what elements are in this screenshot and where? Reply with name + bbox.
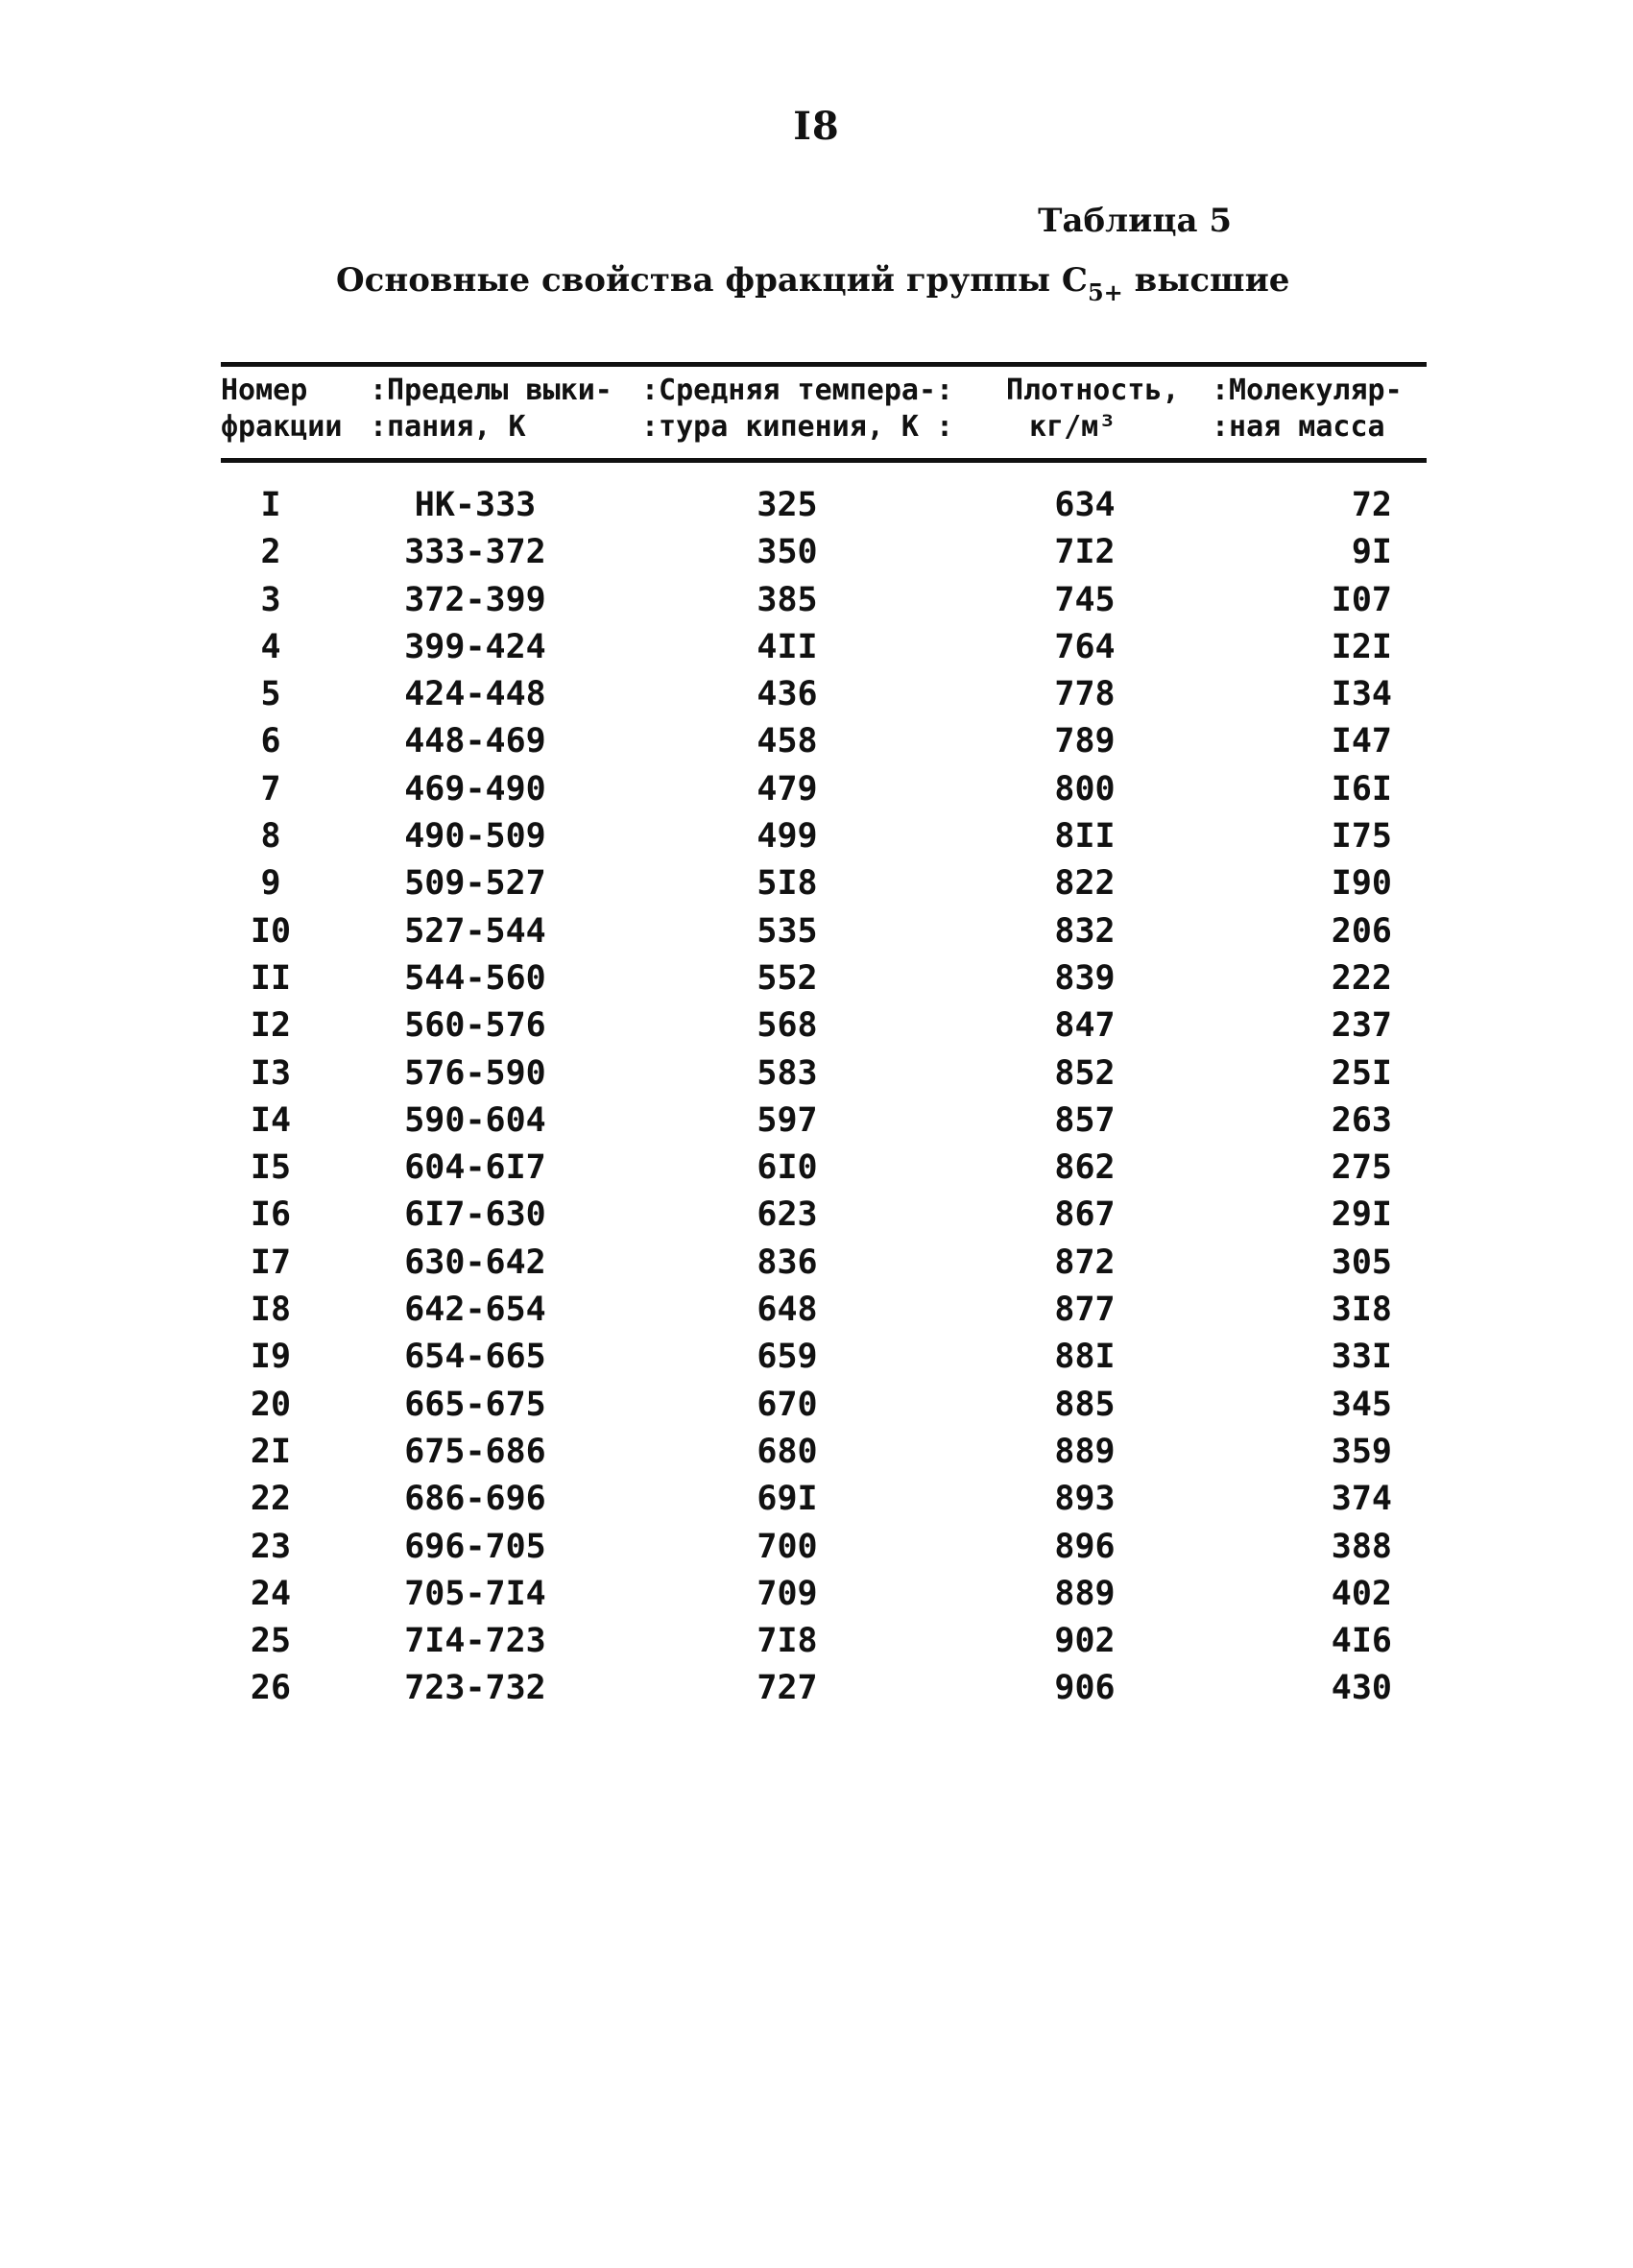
cell-boiling-limits: 675-686 xyxy=(404,1432,546,1471)
cell-mean-boiling-temp: 479 xyxy=(756,769,818,808)
table-row xyxy=(0,1382,1633,1429)
cell-molecular-mass: 359 xyxy=(1331,1432,1392,1471)
cell-mean-boiling-temp: 385 xyxy=(756,580,818,619)
cell-boiling-limits: 604-6I7 xyxy=(404,1148,546,1188)
table-row xyxy=(0,1524,1633,1571)
cell-molecular-mass: 275 xyxy=(1331,1148,1392,1188)
cell-mean-boiling-temp: 680 xyxy=(756,1432,818,1471)
cell-boiling-limits: 424-448 xyxy=(404,675,546,714)
cell-density: 852 xyxy=(1054,1053,1116,1093)
cell-molecular-mass: 29I xyxy=(1331,1195,1392,1235)
cell-molecular-mass: 388 xyxy=(1331,1527,1392,1566)
cell-mean-boiling-temp: 4II xyxy=(756,627,818,666)
header-line: :пания, К xyxy=(370,410,526,444)
cell-mean-boiling-temp: 350 xyxy=(756,533,818,572)
cell-molecular-mass: I34 xyxy=(1331,675,1392,714)
header-molecular-mass xyxy=(1212,373,1403,446)
cell-fraction-number: I6 xyxy=(250,1195,292,1235)
cell-fraction-number: 9 xyxy=(260,864,281,904)
page-number: I8 xyxy=(793,104,840,149)
table-row xyxy=(0,1429,1633,1476)
cell-boiling-limits: 6I7-630 xyxy=(404,1195,546,1235)
table-row xyxy=(0,718,1633,765)
table-row xyxy=(0,1334,1633,1381)
cell-density: 789 xyxy=(1054,722,1116,761)
header-line: :ная масса xyxy=(1212,410,1385,444)
table-title-text: Основные свойства фракций группы С xyxy=(336,261,1088,300)
cell-molecular-mass: 25I xyxy=(1331,1053,1392,1093)
cell-molecular-mass: I6I xyxy=(1331,769,1392,808)
table-row xyxy=(0,624,1633,671)
cell-fraction-number: 20 xyxy=(250,1385,292,1424)
cell-boiling-limits: 527-544 xyxy=(404,911,546,951)
cell-boiling-limits: 590-604 xyxy=(404,1100,546,1140)
cell-fraction-number: I9 xyxy=(250,1338,292,1377)
cell-density: 885 xyxy=(1054,1385,1116,1424)
cell-molecular-mass: 4I6 xyxy=(1331,1622,1392,1661)
cell-density: 800 xyxy=(1054,769,1116,808)
cell-fraction-number: 4 xyxy=(260,627,281,666)
table-row xyxy=(0,1287,1633,1334)
cell-boiling-limits: 7I4-723 xyxy=(404,1622,546,1661)
cell-mean-boiling-temp: 597 xyxy=(756,1100,818,1140)
header-line: Плотность, xyxy=(1006,374,1180,407)
cell-boiling-limits: 509-527 xyxy=(404,864,546,904)
cell-density: 877 xyxy=(1054,1291,1116,1330)
cell-density: 906 xyxy=(1054,1669,1116,1708)
header-mean-boiling-temp xyxy=(641,373,953,446)
cell-mean-boiling-temp: 583 xyxy=(756,1053,818,1093)
cell-molecular-mass: 237 xyxy=(1331,1006,1392,1046)
cell-mean-boiling-temp: 5I8 xyxy=(756,864,818,904)
table-row xyxy=(0,908,1633,955)
cell-density: 893 xyxy=(1054,1480,1116,1519)
table-row xyxy=(0,1192,1633,1239)
cell-mean-boiling-temp: 436 xyxy=(756,675,818,714)
cell-mean-boiling-temp: 568 xyxy=(756,1006,818,1046)
cell-density: 778 xyxy=(1054,675,1116,714)
cell-mean-boiling-temp: 7I8 xyxy=(756,1622,818,1661)
cell-boiling-limits: 696-705 xyxy=(404,1527,546,1566)
cell-molecular-mass: 374 xyxy=(1331,1480,1392,1519)
cell-density: 822 xyxy=(1054,864,1116,904)
cell-molecular-mass: 222 xyxy=(1331,958,1392,998)
cell-mean-boiling-temp: 700 xyxy=(756,1527,818,1566)
cell-density: 847 xyxy=(1054,1006,1116,1046)
table-row xyxy=(0,1665,1633,1712)
cell-molecular-mass: 305 xyxy=(1331,1243,1392,1282)
cell-molecular-mass: I75 xyxy=(1331,817,1392,857)
cell-molecular-mass: I2I xyxy=(1331,627,1392,666)
cell-mean-boiling-temp: 69I xyxy=(756,1480,818,1519)
cell-density: 8II xyxy=(1054,817,1116,857)
cell-molecular-mass: I07 xyxy=(1331,580,1392,619)
cell-boiling-limits: НК-333 xyxy=(414,486,537,524)
cell-mean-boiling-temp: 499 xyxy=(756,817,818,857)
table-row xyxy=(0,529,1633,576)
cell-fraction-number: 8 xyxy=(260,817,281,857)
header-line: :Пределы выки- xyxy=(370,374,612,407)
cell-mean-boiling-temp: 325 xyxy=(756,486,818,524)
cell-molecular-mass: 72 xyxy=(1351,486,1392,524)
table-row xyxy=(0,766,1633,813)
table-row xyxy=(0,1618,1633,1665)
table-header xyxy=(221,373,1427,453)
header-density xyxy=(1006,373,1180,446)
table-row xyxy=(0,813,1633,860)
cell-boiling-limits: 333-372 xyxy=(404,533,546,572)
header-line: :тура кипения, К : xyxy=(641,410,954,444)
cell-fraction-number: 3 xyxy=(260,580,281,619)
cell-mean-boiling-temp: 6I0 xyxy=(756,1148,818,1188)
cell-fraction-number: 2I xyxy=(250,1432,292,1471)
table-row xyxy=(0,1002,1633,1050)
cell-density: 88I xyxy=(1054,1338,1116,1377)
table-row xyxy=(0,860,1633,907)
cell-fraction-number: I3 xyxy=(250,1053,292,1093)
cell-molecular-mass: 402 xyxy=(1331,1574,1392,1613)
cell-density: 862 xyxy=(1054,1148,1116,1188)
header-line: :Средняя темпера-: xyxy=(641,374,954,407)
cell-fraction-number: I2 xyxy=(250,1006,292,1046)
header-line: фракции xyxy=(221,410,343,444)
cell-fraction-number: I xyxy=(260,486,281,524)
cell-boiling-limits: 723-732 xyxy=(404,1669,546,1708)
cell-mean-boiling-temp: 709 xyxy=(756,1574,818,1613)
cell-boiling-limits: 448-469 xyxy=(404,722,546,761)
cell-mean-boiling-temp: 535 xyxy=(756,911,818,951)
cell-mean-boiling-temp: 670 xyxy=(756,1385,818,1424)
cell-mean-boiling-temp: 623 xyxy=(756,1195,818,1235)
table-row xyxy=(0,1145,1633,1192)
table-row xyxy=(0,577,1633,624)
table-top-rule xyxy=(221,362,1427,367)
cell-density: 7I2 xyxy=(1054,533,1116,572)
table-title xyxy=(336,261,1289,306)
cell-mean-boiling-temp: 659 xyxy=(756,1338,818,1377)
cell-mean-boiling-temp: 648 xyxy=(756,1291,818,1330)
table-row xyxy=(0,1098,1633,1145)
cell-density: 889 xyxy=(1054,1432,1116,1471)
cell-boiling-limits: 642-654 xyxy=(404,1291,546,1330)
cell-boiling-limits: 560-576 xyxy=(404,1006,546,1046)
cell-fraction-number: I8 xyxy=(250,1291,292,1330)
cell-molecular-mass: 3I8 xyxy=(1331,1291,1392,1330)
table-row xyxy=(0,1050,1633,1098)
cell-density: 764 xyxy=(1054,627,1116,666)
table-body xyxy=(0,482,1633,1713)
cell-molecular-mass: 33I xyxy=(1331,1338,1392,1377)
cell-fraction-number: I5 xyxy=(250,1148,292,1188)
cell-boiling-limits: 665-675 xyxy=(404,1385,546,1424)
cell-mean-boiling-temp: 727 xyxy=(756,1669,818,1708)
table-label: Таблица 5 xyxy=(1038,202,1232,240)
cell-boiling-limits: 544-560 xyxy=(404,958,546,998)
table-title-suffix: высшие xyxy=(1122,261,1290,300)
cell-boiling-limits: 686-696 xyxy=(404,1480,546,1519)
cell-fraction-number: 5 xyxy=(260,675,281,714)
table-row xyxy=(0,955,1633,1002)
cell-density: 889 xyxy=(1054,1574,1116,1613)
cell-boiling-limits: 630-642 xyxy=(404,1243,546,1282)
cell-mean-boiling-temp: 552 xyxy=(756,958,818,998)
cell-molecular-mass: 430 xyxy=(1331,1669,1392,1708)
cell-density: 745 xyxy=(1054,580,1116,619)
cell-molecular-mass: I90 xyxy=(1331,864,1392,904)
table-row xyxy=(0,671,1633,718)
cell-fraction-number: 24 xyxy=(250,1574,292,1613)
cell-fraction-number: 23 xyxy=(250,1527,292,1566)
cell-boiling-limits: 469-490 xyxy=(404,769,546,808)
cell-fraction-number: 26 xyxy=(250,1669,292,1708)
cell-molecular-mass: I47 xyxy=(1331,722,1392,761)
cell-fraction-number: 2 xyxy=(260,533,281,572)
cell-boiling-limits: 399-424 xyxy=(404,627,546,666)
header-fraction-number xyxy=(221,373,342,446)
header-line: Номер xyxy=(221,374,308,407)
table-title-subscript: 5+ xyxy=(1087,278,1123,306)
header-boiling-limits xyxy=(370,373,612,446)
cell-density: 872 xyxy=(1054,1243,1116,1282)
cell-molecular-mass: 9I xyxy=(1351,533,1392,572)
cell-boiling-limits: 490-509 xyxy=(404,817,546,857)
cell-molecular-mass: 206 xyxy=(1331,911,1392,951)
cell-boiling-limits: 705-7I4 xyxy=(404,1574,546,1613)
cell-fraction-number: I4 xyxy=(250,1100,292,1140)
cell-boiling-limits: 576-590 xyxy=(404,1053,546,1093)
cell-fraction-number: II xyxy=(250,958,292,998)
table-row xyxy=(0,1476,1633,1523)
table-row xyxy=(0,1240,1633,1287)
cell-density: 867 xyxy=(1054,1195,1116,1235)
cell-density: 839 xyxy=(1054,958,1116,998)
cell-mean-boiling-temp: 836 xyxy=(756,1243,818,1282)
cell-fraction-number: 25 xyxy=(250,1622,292,1661)
cell-density: 634 xyxy=(1054,486,1116,524)
table-row xyxy=(0,482,1633,529)
cell-mean-boiling-temp: 458 xyxy=(756,722,818,761)
cell-fraction-number: I7 xyxy=(250,1243,292,1282)
cell-density: 896 xyxy=(1054,1527,1116,1566)
cell-molecular-mass: 263 xyxy=(1331,1100,1392,1140)
cell-boiling-limits: 372-399 xyxy=(404,580,546,619)
table-row xyxy=(0,1571,1633,1618)
cell-density: 902 xyxy=(1054,1622,1116,1661)
cell-fraction-number: 22 xyxy=(250,1480,292,1519)
cell-fraction-number: 7 xyxy=(260,769,281,808)
cell-density: 832 xyxy=(1054,911,1116,951)
table-header-rule xyxy=(221,458,1427,463)
header-line: :Молекуляр- xyxy=(1212,374,1403,407)
cell-fraction-number: 6 xyxy=(260,722,281,761)
cell-molecular-mass: 345 xyxy=(1331,1385,1392,1424)
cell-density: 857 xyxy=(1054,1100,1116,1140)
cell-boiling-limits: 654-665 xyxy=(404,1338,546,1377)
cell-fraction-number: I0 xyxy=(250,911,292,951)
header-line: кг/м³ xyxy=(1029,410,1117,444)
